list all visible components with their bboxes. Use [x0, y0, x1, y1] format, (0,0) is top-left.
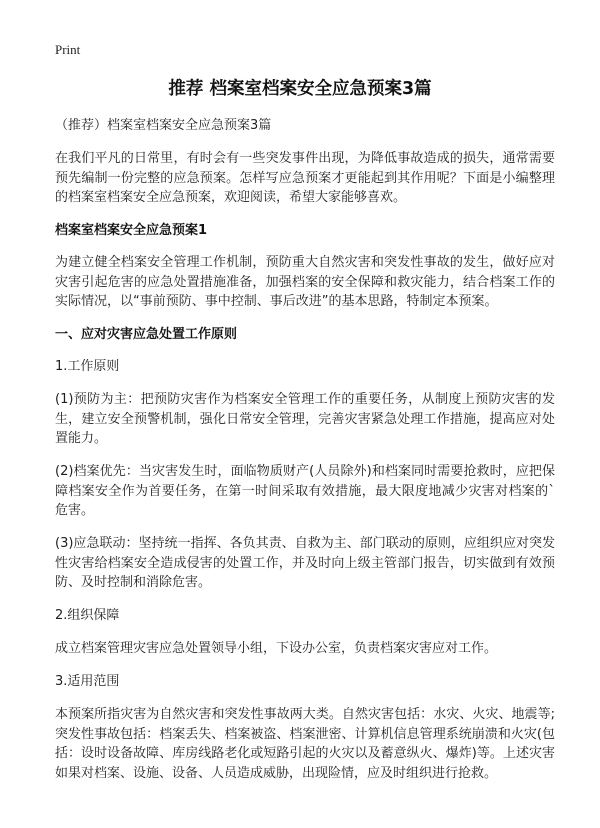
- organization-paragraph: 成立档案管理灾害应急处置领导小组，下设办公室，负责档案灾害应对工作。: [55, 641, 498, 656]
- subsection-title-principles: 1.工作原则: [55, 359, 120, 374]
- section-heading: 档案室档案安全应急预案1: [55, 223, 208, 238]
- print-link[interactable]: Print: [55, 42, 81, 57]
- principle-prevention: (1)预防为主：把预防灾害作为档案安全管理工作的重要任务，从制度上预防灾害的发生，建立安全预警机制，强化日常安全管理，完善灾害紧急处理工作措施，提高应对处置能力。: [55, 392, 555, 446]
- subsection-title-scope: 3.适用范围: [55, 674, 120, 689]
- part-heading: 一、应对灾害应急处置工作原则: [55, 327, 238, 342]
- section-intro-paragraph: 为建立健全档案安全管理工作机制，预防重大自然灾害和突发性事故的发生，做好应对灾害引起危害的应急处置措施准备，加强档案的安全保障和救灾能力，结合档案工作的实际情况，以“事前预防、事中控制、事后改进”的基本思路，特制定本预案。: [55, 255, 555, 309]
- intro-paragraph: 在我们平凡的日常里，有时会有一些突发事件出现，为降低事故造成的损失，通常需要预先编制一份完整的应急预案。怎样写应急预案才更能起到其作用呢？下面是小编整理的档案室档案安全应急预案，欢迎阅读，希望大家能够喜欢。: [55, 151, 555, 205]
- principle-emergency-linkage: (3)应急联动：坚持统一指挥、各负其责、自救为主、部门联动的原则，应组织应对突发性灾害给档案安全造成侵害的处置工作，并及时向上级主管部门报告，切实做到有效预防、及时控制和消除危害。: [55, 536, 555, 590]
- document-subtitle: （推荐）档案室档案安全应急预案3篇: [55, 118, 272, 133]
- document-body: [55, 116, 555, 797]
- page-title: 推荐 档案室档案安全应急预案3篇: [168, 79, 432, 99]
- scope-paragraph: 本预案所指灾害为自然灾害和突发性事故两大类。自然灾害包括：水灾、火灾、地震等;突发性事故包括：档案丢失、档案被盗、档案泄密、计算机信息管理系统崩溃和火灾(包括：设时设备故障、库房线路老化或短路引起的火灾以及蓄意纵火、爆炸)等。上述灾害如果对档案、设施、设备、人员造成威胁，出现险情，应及时组织进行抢救。: [55, 707, 555, 781]
- subsection-title-organization: 2.组织保障: [55, 608, 120, 623]
- principle-archive-priority: (2)档案优先：当灾害发生时，面临物质财产(人员除外)和档案同时需要抢救时，应把保障档案安全作为首要任务，在第一时间采取有效措施，最大限度地减少灾害对档案的`危害。: [55, 464, 555, 518]
